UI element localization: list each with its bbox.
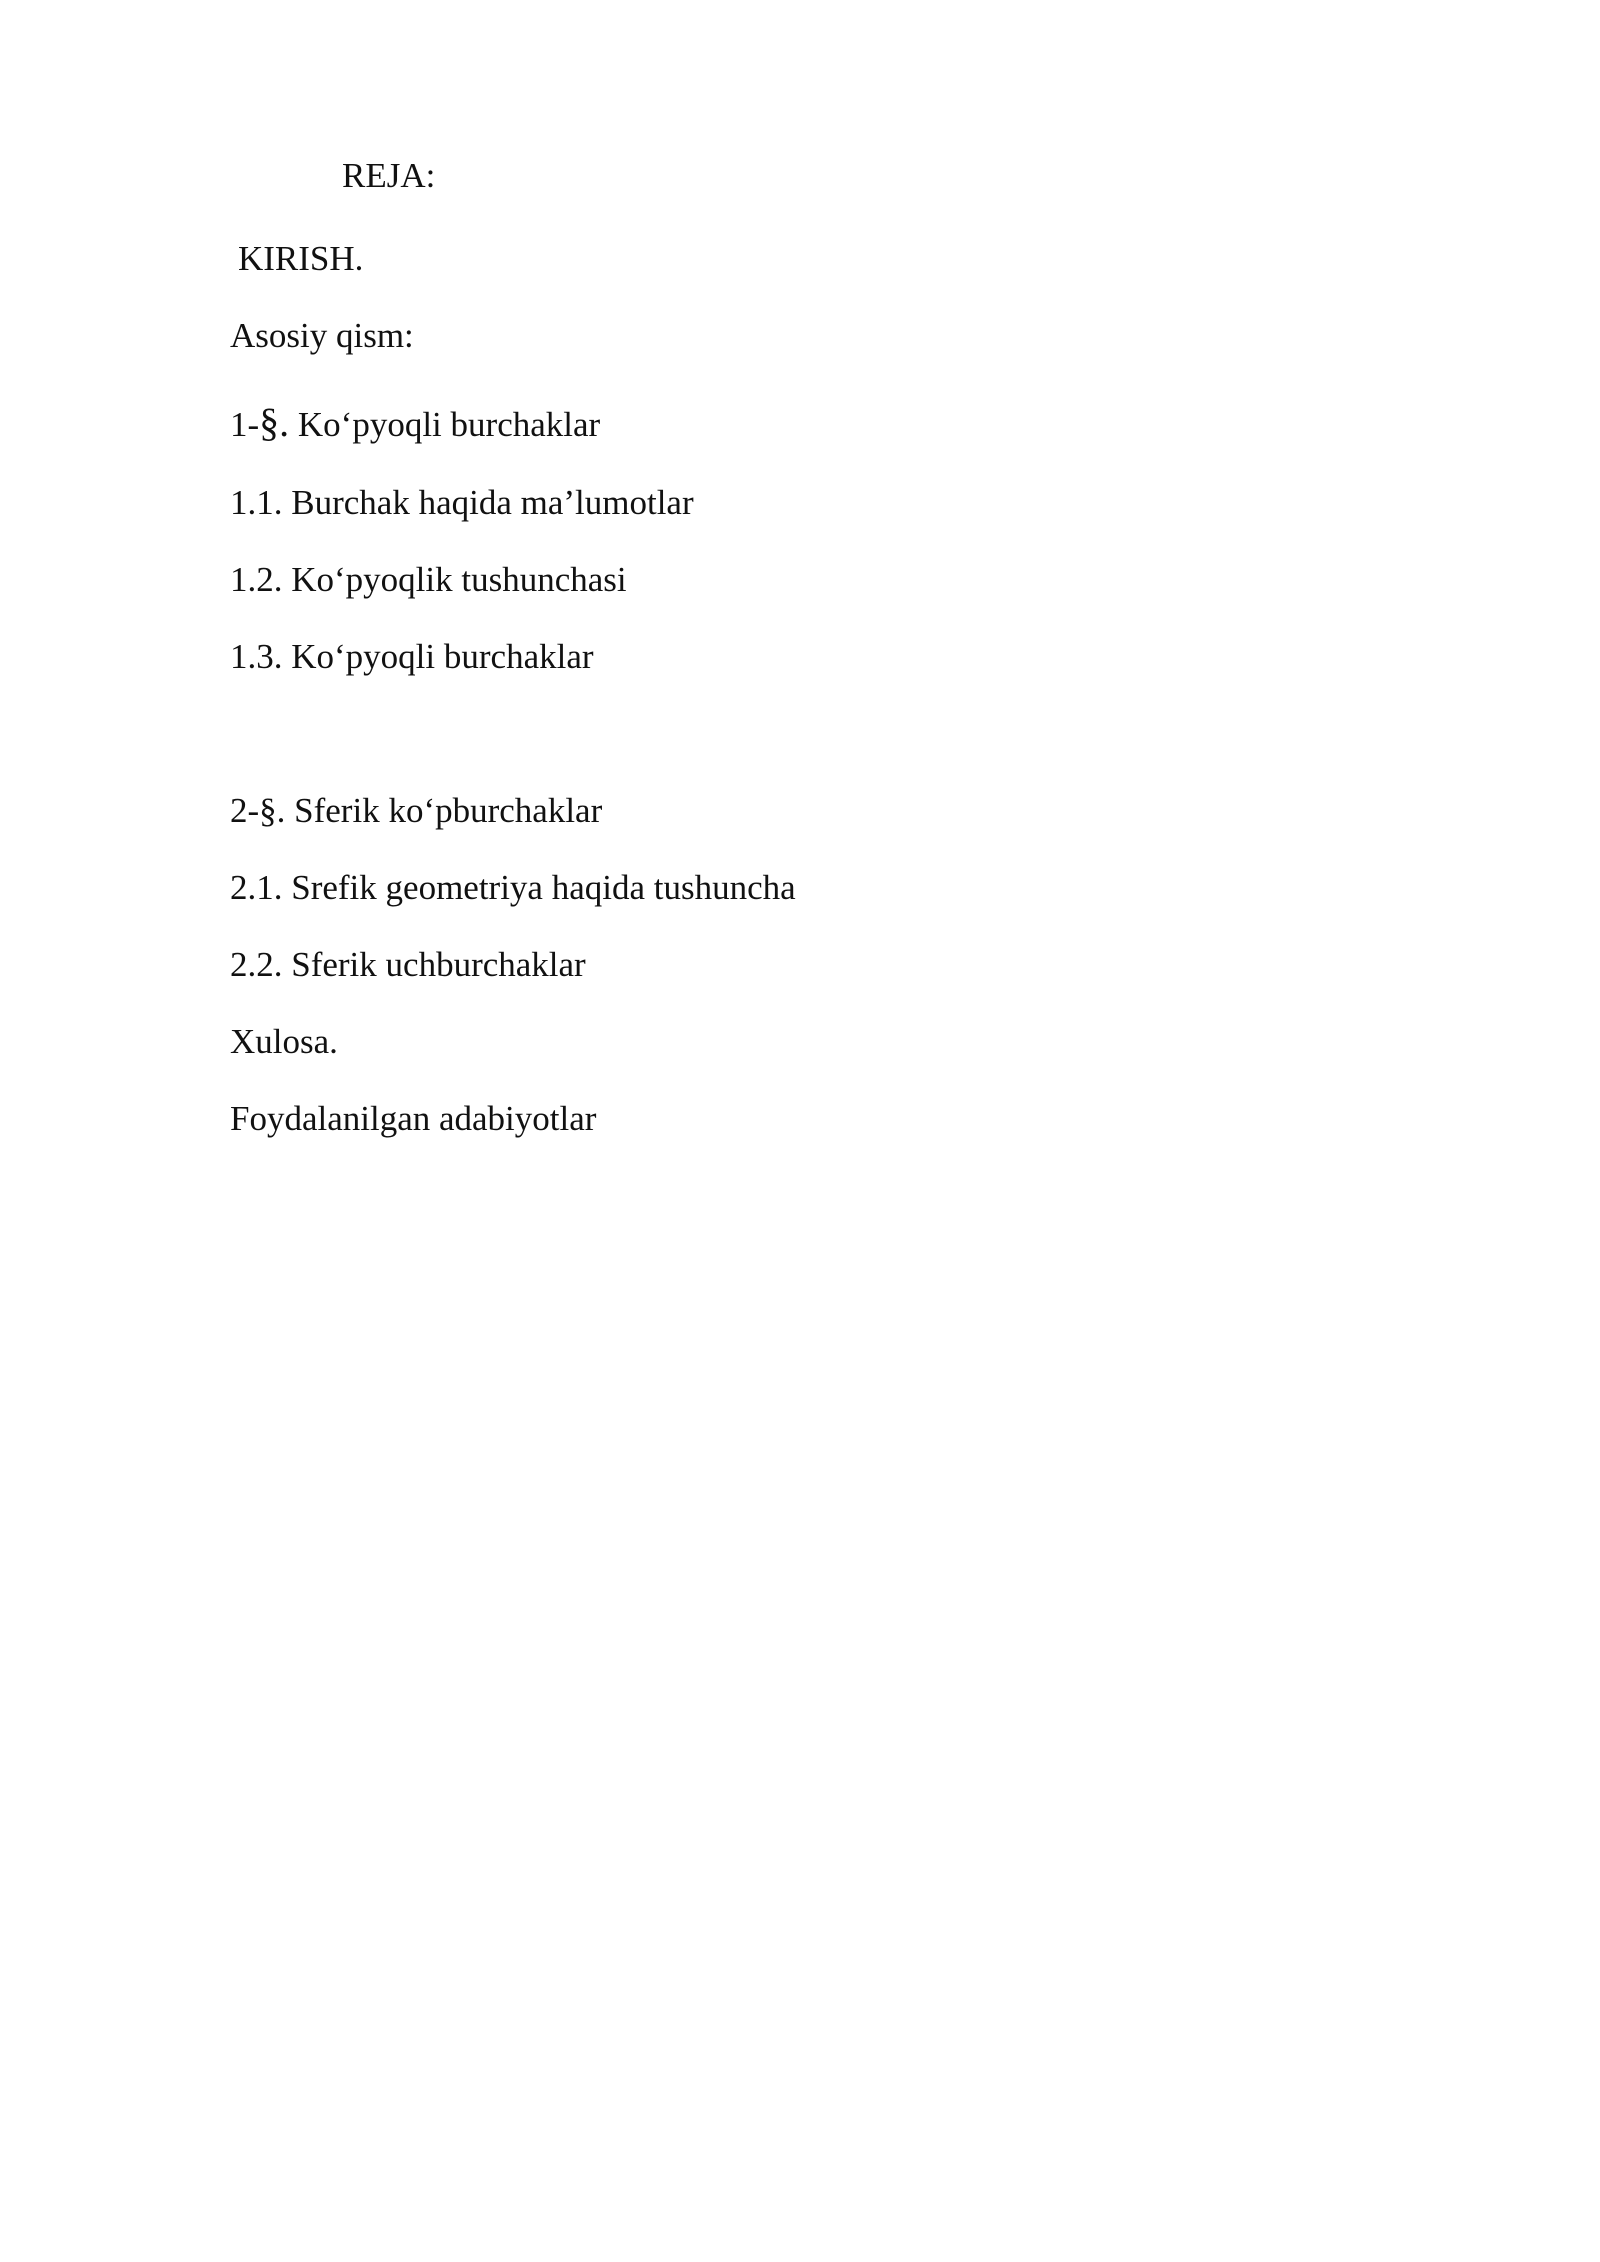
plan-title: REJA: xyxy=(342,156,436,195)
item-2-2: 2.2. Sferik uchburchaklar xyxy=(230,945,586,984)
item-1-1: 1.1. Burchak haqida ma’lumotlar xyxy=(230,483,694,522)
item-2-1: 2.1. Srefik geometriya haqida tushuncha xyxy=(230,868,796,907)
item-1-3: 1.3. Ko‘pyoqli burchaklar xyxy=(230,637,594,676)
conclusion-heading: Xulosa. xyxy=(230,1022,338,1061)
item-1-2: 1.2. Ko‘pyoqlik tushunchasi xyxy=(230,560,627,599)
intro-heading: KIRISH. xyxy=(238,239,364,278)
section-1-number: 1- xyxy=(230,405,260,444)
section-symbol: §. xyxy=(259,400,290,445)
section-1-title: Ko‘pyoqli burchaklar xyxy=(289,405,601,444)
references-heading: Foydalanilgan adabiyotlar xyxy=(230,1099,597,1138)
section-2-heading: 2-§. Sferik ko‘pburchaklar xyxy=(230,791,603,830)
main-part-heading: Asosiy qism: xyxy=(230,316,414,355)
section-1-heading xyxy=(230,400,601,445)
